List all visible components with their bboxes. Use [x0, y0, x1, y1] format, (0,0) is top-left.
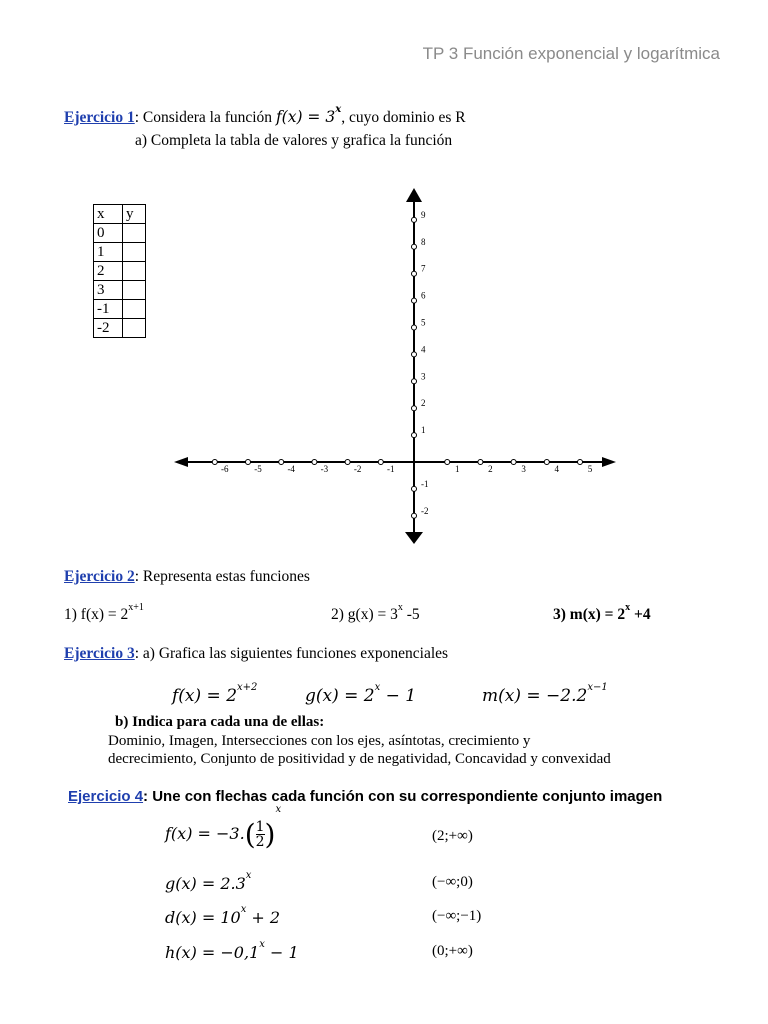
function-h-tail: − 1	[264, 943, 299, 962]
exercise-1-function: f(x) = 3	[275, 108, 336, 126]
exercise-4-function-h	[165, 939, 299, 962]
exercise-2-function-2	[331, 602, 420, 624]
fraction-numerator: 1	[255, 819, 265, 835]
y-tick-label: 1	[421, 425, 426, 436]
function-d-exponent: x	[240, 904, 247, 915]
exercise-4-label: Ejercicio 4	[68, 788, 144, 805]
function-g-exponent: x	[374, 682, 381, 693]
function-2-base: 2) g(x) = 3	[331, 606, 398, 623]
exercise-3-item-b-line-1: Dominio, Imagen, Intersecciones con los ejes, asíntotas, crecimiento y	[108, 733, 531, 749]
exercise-1-text-before: : Considera la función	[134, 109, 276, 126]
function-g-base: g(x) = 2	[305, 686, 375, 706]
x-tick-mark	[378, 460, 383, 465]
x-tick-mark	[345, 460, 350, 465]
y-tick-label: 8	[421, 236, 426, 247]
image-set-4: (0;+∞)	[432, 943, 473, 959]
function-f-prefix: f(x) = −3.	[165, 824, 245, 843]
y-axis-bottom-arrow	[405, 532, 423, 544]
y-tick-label: 3	[421, 371, 426, 382]
exercise-3-label: Ejercicio 3	[64, 645, 135, 662]
function-2-exponent: x	[397, 602, 403, 613]
function-3-exponent: x	[625, 602, 631, 613]
y-tick-label: 2	[421, 398, 426, 409]
x-tick-label: 2	[488, 464, 493, 474]
function-1-exponent: x+1	[128, 602, 144, 613]
function-d-base: d(x) = 10	[165, 908, 241, 927]
exercise-3-function-m	[482, 682, 608, 706]
y-tick-mark	[412, 325, 417, 330]
x-tick-label: -4	[287, 464, 295, 474]
coordinate-axes	[170, 186, 620, 548]
x-tick-label: -6	[221, 464, 229, 474]
function-3-base: 3) m(x) = 2	[553, 606, 626, 623]
x-tick-mark	[279, 460, 284, 465]
function-m-exponent: x−1	[587, 682, 608, 693]
function-m-base: m(x) = −2.2	[482, 686, 588, 706]
x-tick-mark	[445, 460, 450, 465]
exercise-4-function-d	[165, 904, 281, 927]
exercise-1-item-a: a) Completa la tabla de valores y grafica la función	[135, 132, 453, 149]
fraction-denominator: 2	[255, 834, 265, 850]
exercise-1-title	[64, 104, 466, 127]
y-tick-mark	[412, 406, 417, 411]
function-f-base: f(x) = 2	[172, 686, 238, 706]
exercise-3-function-g	[305, 682, 417, 706]
exercise-2-label: Ejercicio 2	[64, 568, 135, 585]
y-tick-mark	[412, 513, 417, 518]
x-tick-mark	[478, 460, 483, 465]
fraction-one-half	[256, 820, 265, 849]
exercise-4-function-f: f(x) = −3.( $\frac{1}{2}$ )$^x$	[165, 804, 282, 851]
y-tick-label: 6	[421, 290, 426, 301]
exercise-3-item-b: b) Indica para cada una de ellas:	[115, 714, 325, 730]
y-tick-label: 9	[421, 209, 426, 220]
image-set-2: (−∞;0)	[432, 874, 473, 890]
x-tick-label: -3	[320, 464, 329, 474]
table-header-y: y	[123, 205, 146, 224]
exercise-3-function-f	[172, 682, 258, 706]
table-row	[94, 300, 146, 319]
table-cell-y[interactable]	[123, 262, 146, 281]
image-set-1: (2;+∞)	[432, 828, 473, 844]
x-axis-left-arrow	[174, 457, 188, 467]
table-row	[94, 224, 146, 243]
table-row	[94, 262, 146, 281]
table-cell-x: -1	[94, 300, 123, 319]
exercise-2-function-1	[64, 602, 144, 624]
y-tick-mark	[412, 352, 417, 357]
function-3-tail: +4	[630, 606, 651, 623]
function-g-tail: − 1	[380, 686, 417, 706]
table-header-row	[94, 205, 146, 224]
table-cell-x: 0	[94, 224, 123, 243]
exercise-1-label: Ejercicio 1	[64, 109, 135, 126]
exercise-3-item-b-line-2: decrecimiento, Conjunto de positividad y de negatividad, Concavidad y convexidad	[108, 751, 611, 767]
y-axis-top-arrow	[406, 188, 422, 202]
y-tick-label: 5	[421, 317, 426, 328]
x-tick-mark	[511, 460, 516, 465]
exercise-1-text-after: , cuyo dominio es R	[341, 109, 466, 126]
exercise-4-text: : Une con flechas cada función con su correspondiente conjunto imagen	[143, 788, 663, 805]
x-tick-mark	[246, 460, 251, 465]
table-row	[94, 281, 146, 300]
y-tick-mark	[412, 433, 417, 438]
y-tick-label: 4	[421, 344, 426, 355]
x-tick-label: 3	[521, 464, 526, 474]
table-cell-y[interactable]	[123, 319, 146, 338]
function-2-tail: -5	[402, 606, 420, 623]
table-cell-y[interactable]	[123, 243, 146, 262]
function-h-exponent: x	[259, 939, 265, 950]
y-tick-mark	[412, 217, 417, 222]
table-cell-x: -2	[94, 319, 123, 338]
x-tick-label: -2	[353, 464, 362, 474]
table-header-x: x	[94, 205, 123, 224]
x-axis-right-arrow	[602, 457, 616, 467]
x-tick-label: 1	[454, 464, 460, 474]
function-g-exponent: x	[245, 870, 252, 881]
function-g-base: g(x) = 2.3	[165, 874, 246, 893]
exercise-2-text: : Representa estas funciones	[134, 568, 310, 585]
table-cell-x: 2	[94, 262, 123, 281]
values-table	[93, 204, 146, 338]
exercise-2-function-3	[553, 602, 651, 624]
y-tick-label: -1	[421, 478, 429, 489]
x-tick-label: 4	[554, 464, 560, 474]
table-cell-y[interactable]	[123, 224, 146, 243]
x-tick-label: -1	[387, 464, 395, 474]
y-tick-label: -2	[421, 505, 429, 516]
y-tick-mark	[412, 379, 417, 384]
x-tick-mark	[578, 460, 583, 465]
table-cell-x: 1	[94, 243, 123, 262]
x-tick-label: -5	[254, 464, 262, 474]
table-row	[94, 243, 146, 262]
function-f-exponent: x+2	[237, 682, 258, 693]
exercise-2-title	[64, 568, 310, 586]
table-cell-y[interactable]	[123, 281, 146, 300]
table-cell-x: 3	[94, 281, 123, 300]
x-tick-mark	[544, 460, 549, 465]
exercise-1-exponent: x	[335, 104, 342, 115]
document-header: TP 3 Función exponencial y logarítmica	[422, 44, 720, 63]
x-tick-mark	[312, 460, 317, 465]
y-tick-mark	[412, 244, 417, 249]
function-1-base: 1) f(x) = 2	[64, 606, 129, 623]
y-tick-label: 7	[421, 263, 426, 274]
x-tick-label: 5	[587, 464, 593, 474]
y-tick-mark	[412, 271, 417, 276]
x-tick-mark	[212, 460, 217, 465]
exercise-3-text: : a) Grafica las siguientes funciones exponenciales	[134, 645, 449, 662]
table-cell-y[interactable]	[123, 300, 146, 319]
function-f-exponent: x	[275, 804, 282, 815]
function-h-base: h(x) = −0,1	[165, 943, 260, 962]
exercise-4-title	[68, 788, 662, 805]
exercise-4-function-g	[165, 870, 252, 893]
exercise-3-title	[64, 645, 448, 663]
y-tick-mark	[412, 298, 417, 303]
function-d-tail: + 2	[246, 908, 281, 927]
image-set-3: (−∞;−1)	[432, 908, 482, 924]
table-row	[94, 319, 146, 338]
y-tick-mark	[412, 486, 417, 491]
